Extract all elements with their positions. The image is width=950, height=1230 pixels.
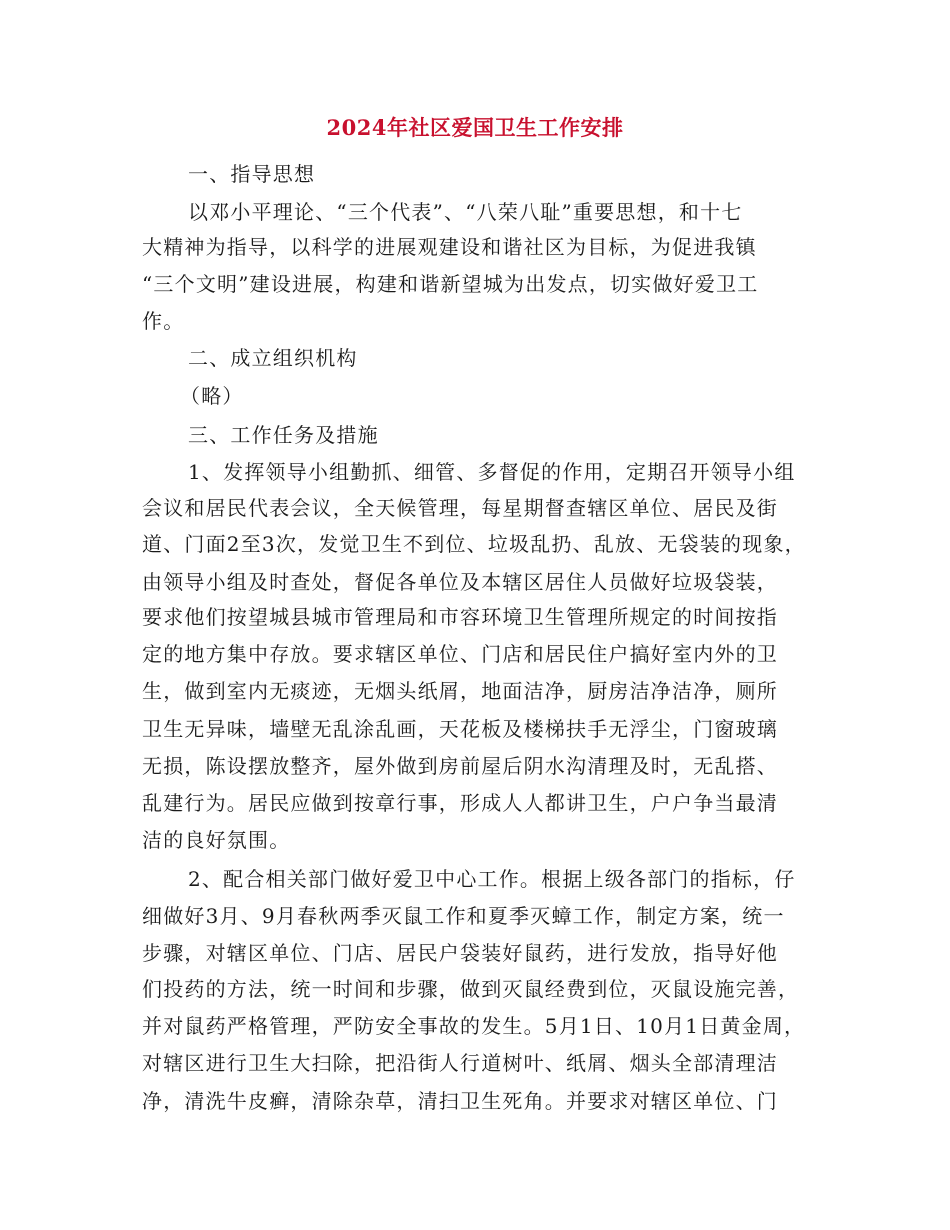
paragraph-line: 们投药的方法，统一时间和步骤，做到灭鼠经费到位，灭鼠设施完善， — [142, 977, 800, 1001]
section-heading-tasks: 三、工作任务及措施 — [188, 423, 379, 447]
paragraph-line: 并对鼠药严格管理，严防安全事故的发生。5月1日、10月1日黄金周， — [142, 1014, 806, 1038]
paragraph-line: 作。 — [142, 309, 185, 333]
paragraph-line: 细做好3月、9月春秋两季灭鼠工作和夏季灭蟑工作，制定方案，统一 — [142, 904, 785, 928]
paragraph-line: 洁的良好氛围。 — [142, 828, 291, 852]
paragraph-line: （略） — [180, 384, 244, 408]
paragraph-line: 2、配合相关部门做好爱卫中心工作。根据上级各部门的指标，仔 — [188, 867, 796, 891]
paragraph-line: 会议和居民代表会议，全天候管理，每星期督查辖区单位、居民及街 — [142, 496, 778, 520]
paragraph-line: 道、门面2至3次，发觉卫生不到位、垃圾乱扔、乱放、无袋装的现象， — [142, 532, 806, 556]
paragraph-line: 生，做到室内无痰迹，无烟头纸屑，地面洁净，厨房洁净洁净，厕所 — [142, 679, 778, 703]
paragraph-line: 大精神为指导，以科学的进展观建设和谐社区为目标，为促进我镇 — [142, 235, 757, 259]
paragraph-line: 定的地方集中存放。要求辖区单位、门店和居民住户搞好室内外的卫 — [142, 642, 778, 666]
paragraph-line: “三个文明”建设进展，构建和谐新望城为出发点，切实做好爱卫工 — [142, 272, 759, 296]
section-heading-guiding-ideology: 一、指导思想 — [188, 162, 316, 186]
paragraph-line: 卫生无异味，墙壁无乱涂乱画，天花板及楼梯扶手无浮尘，门窗玻璃 — [142, 717, 778, 741]
document-title: 2024年社区爱国卫生工作安排 — [326, 115, 624, 140]
paragraph-line: 净，清洗牛皮癣，清除杂草，清扫卫生死角。并要求对辖区单位、门 — [142, 1089, 778, 1113]
paragraph-line: 1、发挥领导小组勤抓、细管、多督促的作用，定期召开领导小组 — [188, 460, 796, 484]
section-heading-organization: 二、成立组织机构 — [188, 346, 358, 370]
paragraph-line: 对辖区进行卫生大扫除，把沿街人行道树叶、纸屑、烟头全部清理洁 — [142, 1051, 778, 1075]
paragraph-line: 无损，陈设摆放整齐，屋外做到房前屋后阴水沟清理及时，无乱搭、 — [142, 754, 778, 778]
paragraph-line: 乱建行为。居民应做到按章行事，形成人人都讲卫生，户户争当最清 — [142, 791, 778, 815]
paragraph-line: 由领导小组及时查处，督促各单位及本辖区居住人员做好垃圾袋装， — [142, 570, 778, 594]
paragraph-line: 要求他们按望城县城市管理局和市容环境卫生管理所规定的时间按指 — [142, 605, 778, 629]
paragraph-line: 以邓小平理论、“三个代表”、“八荣八耻”重要思想，和十七 — [188, 200, 743, 224]
paragraph-line: 步骤，对辖区单位、门店、居民户袋装好鼠药，进行发放，指导好他 — [142, 941, 778, 965]
